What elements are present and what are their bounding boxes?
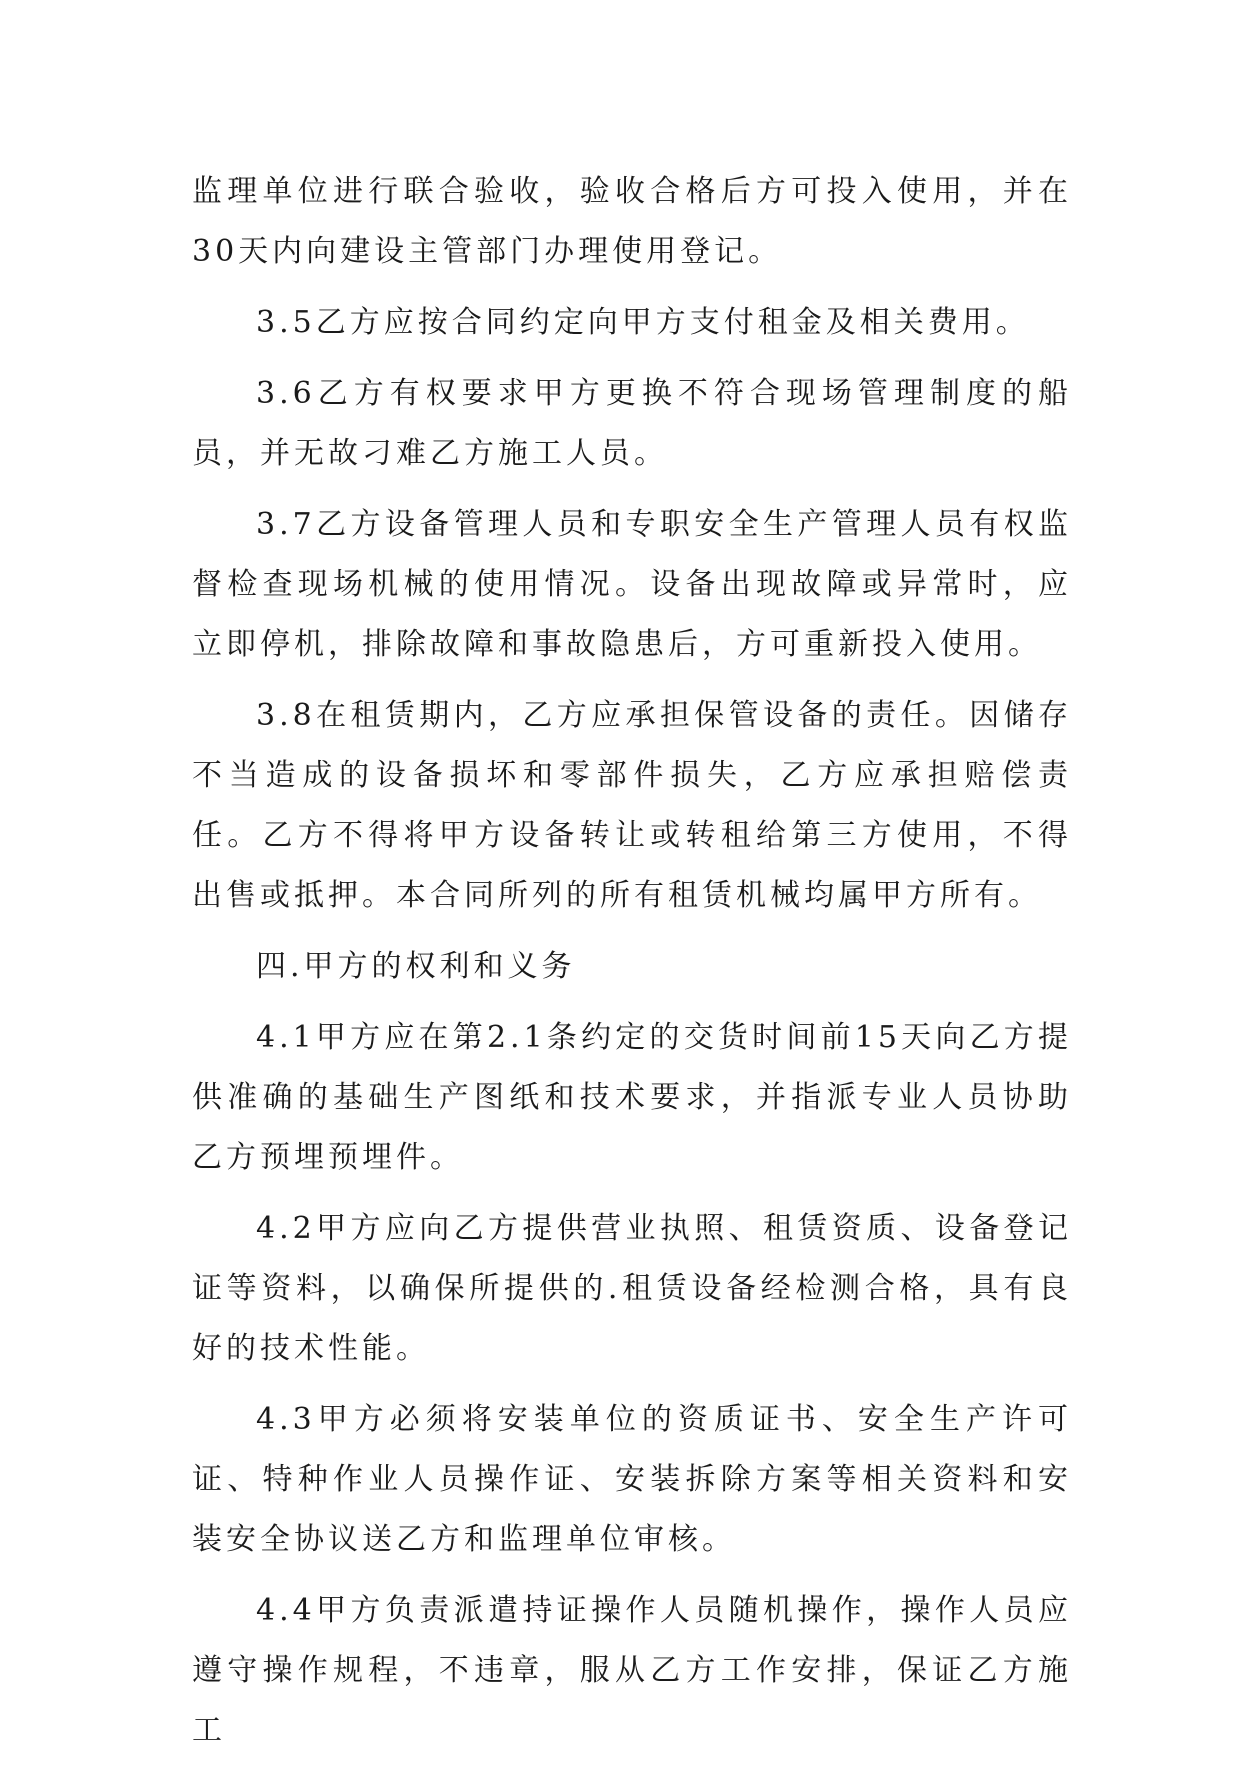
paragraph: 3.8在租赁期内，乙方应承担保管设备的责任。因储存不当造成的设备损坏和零部件损失，乙方应承担赔偿责任。乙方不得将甲方设备转让或转租给第三方使用，不得出售或抵押。本合同所列的所有租赁机械均属甲方所有。 <box>192 698 1072 913</box>
paragraph: 3.6乙方有权要求甲方更换不符合现场管理制度的船员，并无故刁难乙方施工人员。 <box>192 376 1072 471</box>
paragraph: 4.2甲方应向乙方提供营业执照、租赁资质、设备登记证等资料，以确保所提供的.租赁设备经检测合格，具有良好的技术性能。 <box>192 1211 1072 1366</box>
paragraph: 4.3甲方必须将安装单位的资质证书、安全生产许可证、特种作业人员操作证、安装拆除方案等相关资料和安装安全协议送乙方和监理单位审核。 <box>192 1402 1072 1557</box>
paragraph: 3.7乙方设备管理人员和专职安全生产管理人员有权监督检查现场机械的使用情况。设备出现故障或异常时，应立即停机，排除故障和事故隐患后，方可重新投入使用。 <box>192 507 1072 662</box>
document-body <box>192 162 1072 1772</box>
paragraph: 3.5乙方应按合同约定向甲方支付租金及相关费用。 <box>256 305 1030 340</box>
paragraph: 监理单位进行联合验收，验收合格后方可投入使用，并在30天内向建设主管部门办理使用登记。 <box>192 174 1072 269</box>
paragraph: 4.1甲方应在第2.1条约定的交货时间前15天向乙方提供准确的基础生产图纸和技术要求，并指派专业人员协助乙方预埋预埋件。 <box>192 1020 1072 1175</box>
section-heading: 四.甲方的权利和义务 <box>256 949 576 984</box>
paragraph: 4.4甲方负责派遣持证操作人员随机操作，操作人员应遵守操作规程，不违章，服从乙方工作安排，保证乙方施工 <box>192 1593 1072 1748</box>
